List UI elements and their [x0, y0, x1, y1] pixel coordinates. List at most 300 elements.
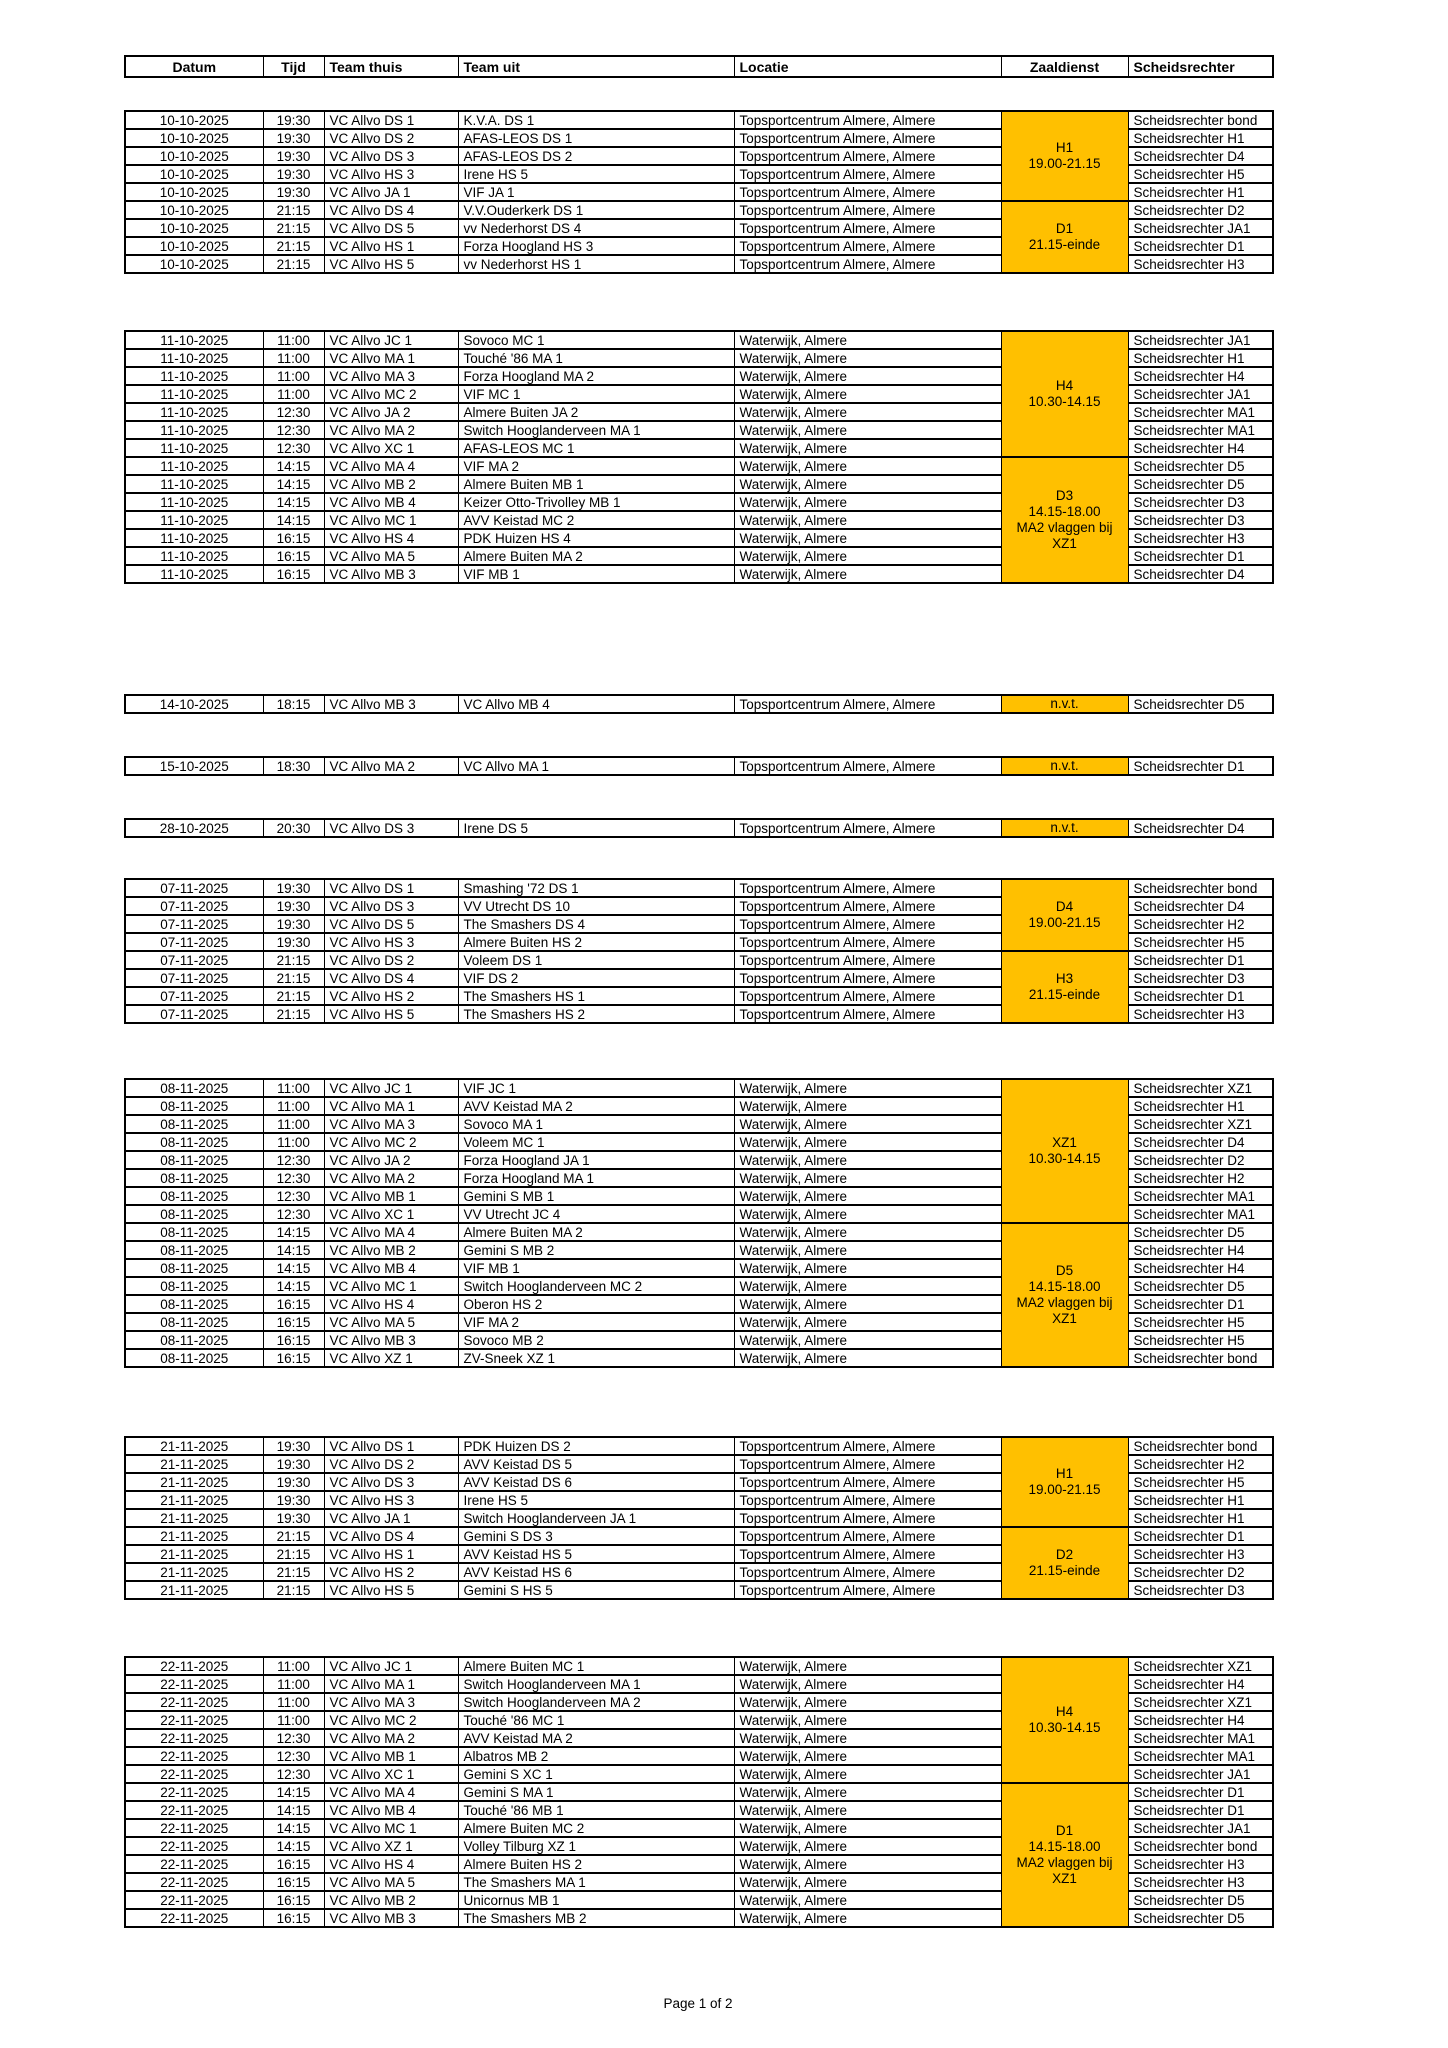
table-row: [125, 201, 1273, 219]
cell-team-thuis: VC Allvo DS 3: [324, 897, 458, 915]
cell-tijd: 14:15: [263, 475, 324, 493]
cell-tijd: 14:15: [263, 1259, 324, 1277]
cell-team-thuis: VC Allvo JA 1: [324, 1509, 458, 1527]
cell-scheidsrechter: Scheidsrechter H3: [1128, 255, 1273, 273]
zaaldienst-text: XZ1: [1052, 1135, 1077, 1150]
cell-team-thuis: VC Allvo MA 3: [324, 1115, 458, 1133]
page-number: Page 1 of 2: [663, 1996, 733, 2011]
cell-scheidsrechter: Scheidsrechter D1: [1128, 987, 1273, 1005]
cell-scheidsrechter: Scheidsrechter H4: [1128, 1241, 1273, 1259]
cell-locatie: Waterwijk, Almere: [734, 349, 1001, 367]
cell-team-uit: Switch Hooglanderveen MA 1: [458, 1675, 734, 1693]
cell-tijd: 18:30: [263, 757, 324, 775]
cell-team-uit: The Smashers DS 4: [458, 915, 734, 933]
cell-datum: 21-11-2025: [125, 1563, 263, 1581]
cell-tijd: 12:30: [263, 1765, 324, 1783]
table-row: [125, 56, 1273, 77]
cell-locatie: Waterwijk, Almere: [734, 1657, 1001, 1675]
cell-tijd: 11:00: [263, 331, 324, 349]
cell-scheidsrechter: Scheidsrechter D3: [1128, 511, 1273, 529]
cell-datum: 10-10-2025: [125, 237, 263, 255]
cell-scheidsrechter: Scheidsrechter D1: [1128, 1783, 1273, 1801]
cell-scheidsrechter: Scheidsrechter D5: [1128, 1909, 1273, 1927]
cell-team-thuis: VC Allvo MA 5: [324, 547, 458, 565]
cell-scheidsrechter: Scheidsrechter XZ1: [1128, 1115, 1273, 1133]
cell-scheidsrechter: Scheidsrechter JA1: [1128, 385, 1273, 403]
table-row: [125, 879, 1273, 897]
cell-locatie: Topsportcentrum Almere, Almere: [734, 819, 1001, 837]
cell-team-uit: Almere Buiten MB 1: [458, 475, 734, 493]
cell-team-uit: The Smashers HS 2: [458, 1005, 734, 1023]
cell-tijd: 16:15: [263, 547, 324, 565]
cell-team-thuis: VC Allvo JA 1: [324, 183, 458, 201]
cell-team-thuis: VC Allvo JC 1: [324, 331, 458, 349]
cell-team-uit: Almere Buiten MA 2: [458, 547, 734, 565]
cell-team-thuis: VC Allvo MB 4: [324, 1801, 458, 1819]
cell-team-uit: Gemini S MB 1: [458, 1187, 734, 1205]
header-zaaldienst: Zaaldienst: [1001, 56, 1128, 77]
cell-tijd: 11:00: [263, 1675, 324, 1693]
cell-tijd: 21:15: [263, 951, 324, 969]
table-row: [125, 1079, 1273, 1097]
cell-datum: 22-11-2025: [125, 1765, 263, 1783]
cell-team-uit: Forza Hoogland MA 1: [458, 1169, 734, 1187]
cell-team-uit: Keizer Otto-Trivolley MB 1: [458, 493, 734, 511]
cell-zaaldienst: [1001, 951, 1128, 1023]
cell-team-thuis: VC Allvo DS 3: [324, 147, 458, 165]
cell-locatie: Topsportcentrum Almere, Almere: [734, 1509, 1001, 1527]
cell-tijd: 11:00: [263, 1693, 324, 1711]
zaaldienst-text: n.v.t.: [1050, 758, 1079, 773]
cell-zaaldienst: [1001, 457, 1128, 583]
cell-team-uit: VIF JC 1: [458, 1079, 734, 1097]
cell-tijd: 12:30: [263, 1205, 324, 1223]
zaaldienst-text: H1: [1055, 1466, 1074, 1481]
cell-datum: 07-11-2025: [125, 879, 263, 897]
cell-scheidsrechter: Scheidsrechter H3: [1128, 1873, 1273, 1891]
cell-team-uit: VV Utrecht JC 4: [458, 1205, 734, 1223]
cell-locatie: Topsportcentrum Almere, Almere: [734, 897, 1001, 915]
cell-team-thuis: VC Allvo DS 5: [324, 219, 458, 237]
zaaldienst-text: 19.00-21.15: [1028, 1482, 1101, 1497]
cell-team-uit: Gemini S DS 3: [458, 1527, 734, 1545]
cell-tijd: 19:30: [263, 147, 324, 165]
zaaldienst-text: n.v.t.: [1050, 696, 1079, 711]
cell-scheidsrechter: Scheidsrechter D2: [1128, 1563, 1273, 1581]
cell-team-thuis: VC Allvo MC 2: [324, 1711, 458, 1729]
cell-team-thuis: VC Allvo XC 1: [324, 1205, 458, 1223]
cell-locatie: Waterwijk, Almere: [734, 1783, 1001, 1801]
cell-scheidsrechter: Scheidsrechter D3: [1128, 493, 1273, 511]
cell-datum: 08-11-2025: [125, 1241, 263, 1259]
cell-scheidsrechter: Scheidsrechter H4: [1128, 1259, 1273, 1277]
cell-locatie: Waterwijk, Almere: [734, 1223, 1001, 1241]
cell-team-thuis: VC Allvo DS 3: [324, 1473, 458, 1491]
cell-datum: 21-11-2025: [125, 1545, 263, 1563]
cell-datum: 07-11-2025: [125, 987, 263, 1005]
cell-locatie: Waterwijk, Almere: [734, 529, 1001, 547]
cell-datum: 10-10-2025: [125, 219, 263, 237]
cell-datum: 10-10-2025: [125, 165, 263, 183]
cell-datum: 21-11-2025: [125, 1581, 263, 1599]
cell-team-uit: Voleem DS 1: [458, 951, 734, 969]
cell-scheidsrechter: Scheidsrechter H5: [1128, 1313, 1273, 1331]
cell-locatie: Topsportcentrum Almere, Almere: [734, 1545, 1001, 1563]
cell-locatie: Waterwijk, Almere: [734, 1169, 1001, 1187]
cell-scheidsrechter: Scheidsrechter H1: [1128, 183, 1273, 201]
cell-tijd: 16:15: [263, 1909, 324, 1927]
zaaldienst-text: MA2 vlaggen bij: [1016, 520, 1113, 535]
cell-zaaldienst: [1001, 1783, 1128, 1927]
cell-tijd: 12:30: [263, 1187, 324, 1205]
match-block: [124, 756, 1274, 776]
cell-tijd: 19:30: [263, 1455, 324, 1473]
cell-scheidsrechter: Scheidsrechter D3: [1128, 1581, 1273, 1599]
cell-datum: 22-11-2025: [125, 1891, 263, 1909]
cell-zaaldienst: [1001, 201, 1128, 273]
cell-locatie: Topsportcentrum Almere, Almere: [734, 951, 1001, 969]
cell-scheidsrechter: Scheidsrechter H3: [1128, 529, 1273, 547]
table-row: [125, 1657, 1273, 1675]
cell-tijd: 12:30: [263, 1729, 324, 1747]
cell-datum: 11-10-2025: [125, 547, 263, 565]
cell-tijd: 14:15: [263, 1783, 324, 1801]
cell-locatie: Topsportcentrum Almere, Almere: [734, 757, 1001, 775]
cell-team-thuis: VC Allvo XZ 1: [324, 1837, 458, 1855]
cell-locatie: Topsportcentrum Almere, Almere: [734, 219, 1001, 237]
cell-team-uit: VIF JA 1: [458, 183, 734, 201]
cell-team-uit: vv Nederhorst HS 1: [458, 255, 734, 273]
cell-scheidsrechter: Scheidsrechter bond: [1128, 879, 1273, 897]
cell-team-uit: Irene HS 5: [458, 165, 734, 183]
cell-scheidsrechter: Scheidsrechter bond: [1128, 1437, 1273, 1455]
cell-locatie: Topsportcentrum Almere, Almere: [734, 255, 1001, 273]
cell-scheidsrechter: Scheidsrechter D5: [1128, 475, 1273, 493]
cell-scheidsrechter: Scheidsrechter D1: [1128, 1527, 1273, 1545]
cell-team-uit: Almere Buiten JA 2: [458, 403, 734, 421]
cell-datum: 22-11-2025: [125, 1819, 263, 1837]
cell-team-thuis: VC Allvo HS 2: [324, 987, 458, 1005]
cell-team-uit: Forza Hoogland MA 2: [458, 367, 734, 385]
cell-team-uit: Volley Tilburg XZ 1: [458, 1837, 734, 1855]
cell-datum: 11-10-2025: [125, 331, 263, 349]
cell-team-thuis: VC Allvo MB 3: [324, 1909, 458, 1927]
cell-locatie: Waterwijk, Almere: [734, 1909, 1001, 1927]
cell-datum: 22-11-2025: [125, 1783, 263, 1801]
cell-locatie: Waterwijk, Almere: [734, 1693, 1001, 1711]
cell-team-thuis: VC Allvo JA 2: [324, 403, 458, 421]
cell-zaaldienst: [1001, 695, 1128, 713]
cell-team-uit: Almere Buiten MC 2: [458, 1819, 734, 1837]
cell-datum: 08-11-2025: [125, 1097, 263, 1115]
cell-team-thuis: VC Allvo DS 2: [324, 1455, 458, 1473]
cell-team-thuis: VC Allvo HS 3: [324, 165, 458, 183]
match-block: [124, 1078, 1274, 1368]
cell-tijd: 21:15: [263, 1563, 324, 1581]
zaaldienst-text: XZ1: [1052, 1311, 1077, 1326]
cell-zaaldienst: [1001, 1437, 1128, 1527]
cell-tijd: 16:15: [263, 1313, 324, 1331]
zaaldienst-text: H4: [1055, 1704, 1074, 1719]
cell-team-uit: The Smashers MB 2: [458, 1909, 734, 1927]
cell-scheidsrechter: Scheidsrechter bond: [1128, 1837, 1273, 1855]
cell-scheidsrechter: Scheidsrechter D5: [1128, 1277, 1273, 1295]
cell-team-thuis: VC Allvo MB 4: [324, 1259, 458, 1277]
cell-datum: 11-10-2025: [125, 439, 263, 457]
cell-locatie: Waterwijk, Almere: [734, 1729, 1001, 1747]
cell-locatie: Waterwijk, Almere: [734, 1151, 1001, 1169]
cell-tijd: 11:00: [263, 1115, 324, 1133]
cell-team-thuis: VC Allvo MA 4: [324, 1223, 458, 1241]
cell-scheidsrechter: Scheidsrechter bond: [1128, 1349, 1273, 1367]
cell-locatie: Waterwijk, Almere: [734, 493, 1001, 511]
cell-locatie: Waterwijk, Almere: [734, 1079, 1001, 1097]
cell-scheidsrechter: Scheidsrechter H3: [1128, 1855, 1273, 1873]
cell-datum: 08-11-2025: [125, 1295, 263, 1313]
zaaldienst-text: XZ1: [1052, 536, 1077, 551]
cell-scheidsrechter: Scheidsrechter MA1: [1128, 1729, 1273, 1747]
cell-team-uit: V.V.Ouderkerk DS 1: [458, 201, 734, 219]
cell-tijd: 21:15: [263, 201, 324, 219]
cell-team-thuis: VC Allvo MA 4: [324, 1783, 458, 1801]
zaaldienst-text: D1: [1055, 221, 1074, 236]
cell-tijd: 20:30: [263, 819, 324, 837]
cell-datum: 10-10-2025: [125, 201, 263, 219]
cell-team-uit: Smashing '72 DS 1: [458, 879, 734, 897]
cell-locatie: Topsportcentrum Almere, Almere: [734, 1455, 1001, 1473]
cell-team-uit: Forza Hoogland JA 1: [458, 1151, 734, 1169]
cell-locatie: Waterwijk, Almere: [734, 565, 1001, 583]
cell-locatie: Topsportcentrum Almere, Almere: [734, 111, 1001, 129]
cell-tijd: 11:00: [263, 1711, 324, 1729]
zaaldienst-text: 14.15-18.00: [1028, 1839, 1101, 1854]
cell-locatie: Waterwijk, Almere: [734, 1349, 1001, 1367]
cell-team-uit: Gemini S HS 5: [458, 1581, 734, 1599]
cell-locatie: Waterwijk, Almere: [734, 439, 1001, 457]
cell-team-thuis: VC Allvo HS 5: [324, 255, 458, 273]
cell-tijd: 11:00: [263, 367, 324, 385]
cell-team-thuis: VC Allvo HS 5: [324, 1005, 458, 1023]
cell-locatie: Topsportcentrum Almere, Almere: [734, 237, 1001, 255]
cell-tijd: 16:15: [263, 1349, 324, 1367]
cell-scheidsrechter: Scheidsrechter H2: [1128, 1455, 1273, 1473]
cell-locatie: Waterwijk, Almere: [734, 1765, 1001, 1783]
cell-scheidsrechter: Scheidsrechter D4: [1128, 819, 1273, 837]
cell-tijd: 21:15: [263, 255, 324, 273]
table-row: [125, 819, 1273, 837]
cell-scheidsrechter: Scheidsrechter H1: [1128, 1097, 1273, 1115]
cell-team-uit: Almere Buiten HS 2: [458, 1855, 734, 1873]
cell-tijd: 21:15: [263, 237, 324, 255]
cell-team-uit: Almere Buiten MC 1: [458, 1657, 734, 1675]
zaaldienst-text: 21.15-einde: [1028, 987, 1101, 1002]
table-row: [125, 1437, 1273, 1455]
cell-datum: 08-11-2025: [125, 1205, 263, 1223]
cell-scheidsrechter: Scheidsrechter D1: [1128, 547, 1273, 565]
cell-team-uit: Gemini S XC 1: [458, 1765, 734, 1783]
header-team-uit: Team uit: [458, 56, 734, 77]
cell-team-thuis: VC Allvo MC 1: [324, 1277, 458, 1295]
cell-scheidsrechter: Scheidsrechter MA1: [1128, 403, 1273, 421]
cell-zaaldienst: [1001, 879, 1128, 951]
cell-scheidsrechter: Scheidsrechter D1: [1128, 757, 1273, 775]
zaaldienst-text: 21.15-einde: [1028, 1563, 1101, 1578]
cell-datum: 08-11-2025: [125, 1223, 263, 1241]
cell-team-thuis: VC Allvo MB 1: [324, 1187, 458, 1205]
cell-datum: 08-11-2025: [125, 1187, 263, 1205]
cell-team-uit: AFAS-LEOS MC 1: [458, 439, 734, 457]
cell-locatie: Topsportcentrum Almere, Almere: [734, 1491, 1001, 1509]
cell-team-thuis: VC Allvo HS 3: [324, 933, 458, 951]
zaaldienst-text: MA2 vlaggen bij: [1016, 1295, 1113, 1310]
cell-team-thuis: VC Allvo DS 3: [324, 819, 458, 837]
cell-locatie: Topsportcentrum Almere, Almere: [734, 915, 1001, 933]
cell-scheidsrechter: Scheidsrechter XZ1: [1128, 1079, 1273, 1097]
cell-team-uit: K.V.A. DS 1: [458, 111, 734, 129]
cell-team-uit: VC Allvo MB 4: [458, 695, 734, 713]
cell-tijd: 12:30: [263, 1169, 324, 1187]
zaaldienst-text: 19.00-21.15: [1028, 915, 1101, 930]
cell-locatie: Topsportcentrum Almere, Almere: [734, 1527, 1001, 1545]
cell-locatie: Topsportcentrum Almere, Almere: [734, 1005, 1001, 1023]
cell-scheidsrechter: Scheidsrechter JA1: [1128, 1819, 1273, 1837]
cell-datum: 22-11-2025: [125, 1711, 263, 1729]
cell-scheidsrechter: Scheidsrechter H4: [1128, 1711, 1273, 1729]
cell-datum: 11-10-2025: [125, 385, 263, 403]
cell-team-thuis: VC Allvo MA 5: [324, 1313, 458, 1331]
cell-locatie: Waterwijk, Almere: [734, 1801, 1001, 1819]
cell-scheidsrechter: Scheidsrechter H1: [1128, 129, 1273, 147]
cell-team-thuis: VC Allvo MB 2: [324, 1241, 458, 1259]
cell-team-uit: Gemini S MB 2: [458, 1241, 734, 1259]
cell-team-uit: VIF DS 2: [458, 969, 734, 987]
cell-team-thuis: VC Allvo MA 2: [324, 1729, 458, 1747]
cell-scheidsrechter: Scheidsrechter D4: [1128, 147, 1273, 165]
cell-team-thuis: VC Allvo MA 5: [324, 1873, 458, 1891]
cell-tijd: 14:15: [263, 493, 324, 511]
cell-locatie: Waterwijk, Almere: [734, 1097, 1001, 1115]
cell-team-thuis: VC Allvo HS 3: [324, 1491, 458, 1509]
zaaldienst-text: H4: [1055, 378, 1074, 393]
cell-datum: 07-11-2025: [125, 969, 263, 987]
zaaldienst-text: 10.30-14.15: [1028, 1151, 1101, 1166]
cell-datum: 10-10-2025: [125, 129, 263, 147]
cell-datum: 08-11-2025: [125, 1349, 263, 1367]
cell-tijd: 14:15: [263, 1837, 324, 1855]
cell-team-uit: VIF MB 1: [458, 565, 734, 583]
zaaldienst-text: 19.00-21.15: [1028, 156, 1101, 171]
cell-team-thuis: VC Allvo MA 2: [324, 421, 458, 439]
header-team-thuis: Team thuis: [324, 56, 458, 77]
zaaldienst-text: 10.30-14.15: [1028, 394, 1101, 409]
cell-locatie: Topsportcentrum Almere, Almere: [734, 1563, 1001, 1581]
cell-team-uit: Albatros MB 2: [458, 1747, 734, 1765]
cell-zaaldienst: [1001, 757, 1128, 775]
zaaldienst-text: H3: [1055, 971, 1074, 986]
cell-tijd: 14:15: [263, 1241, 324, 1259]
table-row: [125, 457, 1273, 475]
cell-locatie: Waterwijk, Almere: [734, 331, 1001, 349]
cell-team-uit: vv Nederhorst DS 4: [458, 219, 734, 237]
cell-tijd: 12:30: [263, 421, 324, 439]
cell-datum: 28-10-2025: [125, 819, 263, 837]
cell-datum: 21-11-2025: [125, 1491, 263, 1509]
cell-tijd: 21:15: [263, 1581, 324, 1599]
cell-tijd: 16:15: [263, 1891, 324, 1909]
cell-team-thuis: VC Allvo DS 1: [324, 879, 458, 897]
cell-team-thuis: VC Allvo MA 2: [324, 1169, 458, 1187]
zaaldienst-text: D1: [1055, 1823, 1074, 1838]
cell-locatie: Topsportcentrum Almere, Almere: [734, 695, 1001, 713]
cell-locatie: Waterwijk, Almere: [734, 1331, 1001, 1349]
match-block: [124, 1436, 1274, 1600]
cell-scheidsrechter: Scheidsrechter H4: [1128, 1675, 1273, 1693]
cell-locatie: Waterwijk, Almere: [734, 367, 1001, 385]
cell-tijd: 19:30: [263, 183, 324, 201]
cell-datum: 10-10-2025: [125, 147, 263, 165]
cell-scheidsrechter: Scheidsrechter JA1: [1128, 1765, 1273, 1783]
cell-datum: 07-11-2025: [125, 933, 263, 951]
cell-locatie: Topsportcentrum Almere, Almere: [734, 1437, 1001, 1455]
cell-tijd: 12:30: [263, 1151, 324, 1169]
cell-datum: 21-11-2025: [125, 1455, 263, 1473]
cell-team-uit: Switch Hooglanderveen JA 1: [458, 1509, 734, 1527]
cell-datum: 22-11-2025: [125, 1729, 263, 1747]
cell-team-thuis: VC Allvo MA 1: [324, 1675, 458, 1693]
zaaldienst-text: 14.15-18.00: [1028, 1279, 1101, 1294]
cell-datum: 11-10-2025: [125, 421, 263, 439]
cell-zaaldienst: [1001, 819, 1128, 837]
cell-team-thuis: VC Allvo MA 4: [324, 457, 458, 475]
cell-team-thuis: VC Allvo DS 4: [324, 969, 458, 987]
cell-team-uit: The Smashers HS 1: [458, 987, 734, 1005]
cell-team-thuis: VC Allvo HS 4: [324, 1855, 458, 1873]
table-row: [125, 1223, 1273, 1241]
cell-team-uit: AVV Keistad HS 6: [458, 1563, 734, 1581]
cell-scheidsrechter: Scheidsrechter MA1: [1128, 1205, 1273, 1223]
cell-team-uit: Oberon HS 2: [458, 1295, 734, 1313]
cell-locatie: Waterwijk, Almere: [734, 1873, 1001, 1891]
cell-team-thuis: VC Allvo DS 4: [324, 1527, 458, 1545]
match-block: [124, 110, 1274, 274]
cell-team-thuis: VC Allvo MA 1: [324, 349, 458, 367]
cell-team-uit: Voleem MC 1: [458, 1133, 734, 1151]
cell-tijd: 19:30: [263, 1437, 324, 1455]
cell-scheidsrechter: Scheidsrechter bond: [1128, 111, 1273, 129]
cell-tijd: 14:15: [263, 511, 324, 529]
cell-team-thuis: VC Allvo MA 2: [324, 757, 458, 775]
cell-team-thuis: VC Allvo JC 1: [324, 1079, 458, 1097]
zaaldienst-text: 21.15-einde: [1028, 237, 1101, 252]
cell-tijd: 16:15: [263, 565, 324, 583]
table-row: [125, 331, 1273, 349]
cell-team-thuis: VC Allvo MB 4: [324, 493, 458, 511]
cell-scheidsrechter: Scheidsrechter D3: [1128, 969, 1273, 987]
cell-zaaldienst: [1001, 1223, 1128, 1367]
cell-team-uit: AVV Keistad DS 5: [458, 1455, 734, 1473]
cell-tijd: 16:15: [263, 1295, 324, 1313]
cell-datum: 08-11-2025: [125, 1277, 263, 1295]
cell-team-uit: PDK Huizen DS 2: [458, 1437, 734, 1455]
cell-scheidsrechter: Scheidsrechter D5: [1128, 695, 1273, 713]
cell-locatie: Topsportcentrum Almere, Almere: [734, 1581, 1001, 1599]
cell-team-thuis: VC Allvo DS 4: [324, 201, 458, 219]
zaaldienst-text: D3: [1055, 488, 1074, 503]
cell-scheidsrechter: Scheidsrechter JA1: [1128, 219, 1273, 237]
cell-datum: 07-11-2025: [125, 951, 263, 969]
cell-locatie: Waterwijk, Almere: [734, 457, 1001, 475]
cell-tijd: 14:15: [263, 1801, 324, 1819]
